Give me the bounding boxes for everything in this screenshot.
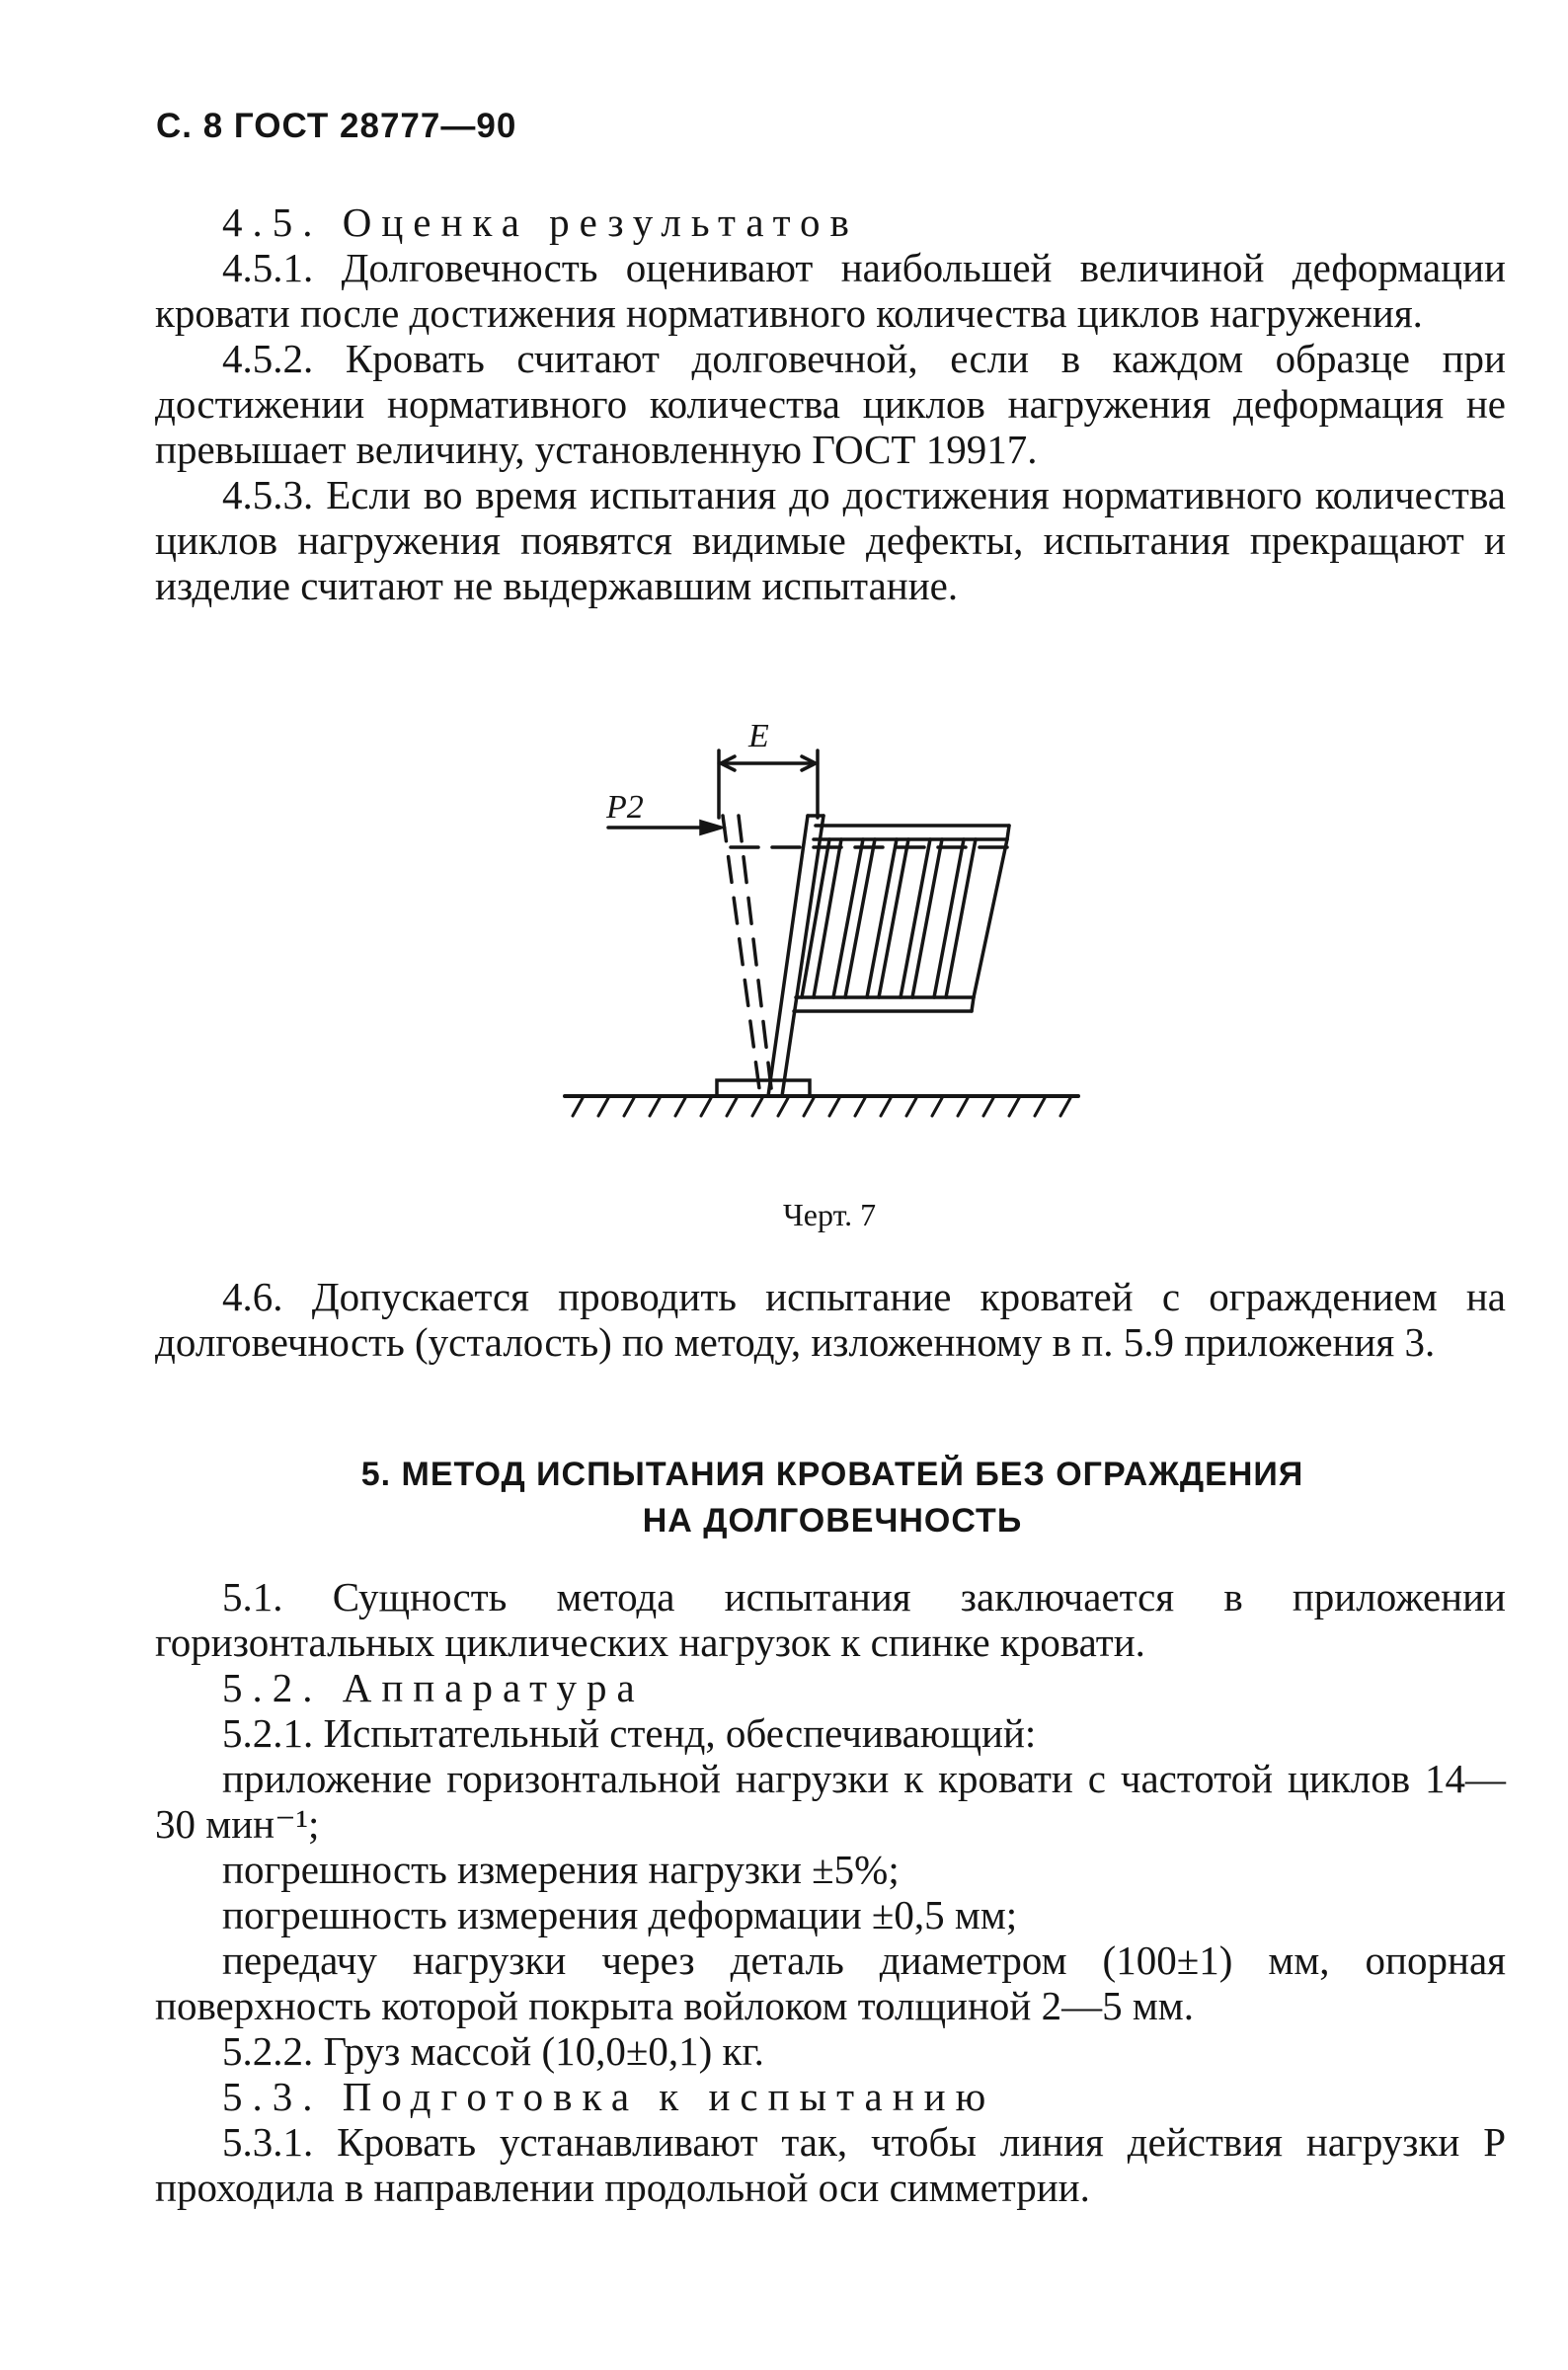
- section-4-6: [155, 1274, 1506, 1365]
- paragraph-4-6: 4.6. Допускается проводить испытание кроватей с ограждением на долговечность (усталость) по методу, изложенному в п. 5.9 приложения 3.: [155, 1274, 1506, 1365]
- list-item-1: приложение горизонтальной нагрузки к кровати с частотой циклов 14—30 мин⁻¹;: [155, 1756, 1506, 1847]
- heading-5-3: 5.3. Подготовка к испытанию: [222, 2074, 996, 2119]
- slat-end: [974, 839, 1007, 997]
- list-item-3: погрешность измерения деформации ±0,5 мм;: [222, 1892, 1018, 1937]
- base-foot: [717, 1080, 810, 1096]
- paragraph-5-2-1: 5.2.1. Испытательный стенд, обеспечивающий:: [222, 1710, 1037, 1756]
- paragraph-5-2-2: 5.2.2. Груз массой (10,0±0,1) кг.: [222, 2028, 764, 2074]
- paragraph-4-5-1: 4.5.1. Долговечность оценивают наибольшей величиной деформации кровати после достижения нормативного количества циклов нагружения.: [155, 245, 1506, 336]
- floor-hatching: [573, 1098, 1070, 1116]
- heading-4-5: 4.5. Оценка результатов: [222, 199, 859, 245]
- heading-5-2: 5.2. Аппаратура: [222, 1665, 645, 1710]
- section-5-title: [156, 1452, 1509, 1544]
- force-arrow-head: [701, 822, 721, 833]
- paragraph-4-5-3: 4.5.3. Если во время испытания до достижения нормативного количества циклов нагружения появятся видимые дефекты, испытания прекращают и изделие считают не выдержавшим испытание.: [155, 472, 1506, 608]
- page-header: С. 8 ГОСТ 28777—90: [156, 107, 517, 145]
- label-p2: P2: [606, 789, 644, 826]
- paragraph-5-3-1: 5.3.1. Кровать устанавливают так, чтобы линия действия нагрузки P проходила в направлении продольной оси симметрии.: [155, 2119, 1506, 2210]
- dashed-initial-post-2: [739, 816, 772, 1096]
- paragraph-5-1: 5.1. Сущность метода испытания заключается в приложении горизонтальных циклических нагрузок к спинке кровати.: [155, 1574, 1506, 1665]
- bottom-rail-end: [972, 997, 974, 1011]
- list-item-4: передачу нагрузки через деталь диаметром (100±1) мм, опорная поверхность которой покрыта войлоком толщиной 2—5 мм.: [155, 1937, 1506, 2028]
- figure-7-diagram: [553, 709, 1106, 1124]
- list-item-2: погрешность измерения нагрузки ±5%;: [222, 1847, 900, 1892]
- section-5-body: [155, 1574, 1506, 2210]
- figure-caption: Черт. 7: [783, 1197, 877, 1232]
- label-e: E: [748, 718, 769, 754]
- paragraph-4-5-2: 4.5.2. Кровать считают долговечной, если в каждом образце при достижении нормативного количества циклов нагружения деформация не превышает величину, установленную ГОСТ 19917.: [155, 336, 1506, 472]
- section-4-5: [155, 199, 1506, 608]
- section-5-title-line-2: НА ДОЛГОВЕЧНОСТЬ: [642, 1502, 1023, 1540]
- section-5-title-line-1: 5. МЕТОД ИСПЫТАНИЯ КРОВАТЕЙ БЕЗ ОГРАЖДЕНИЯ: [360, 1456, 1304, 1493]
- top-rail-end: [1007, 826, 1009, 839]
